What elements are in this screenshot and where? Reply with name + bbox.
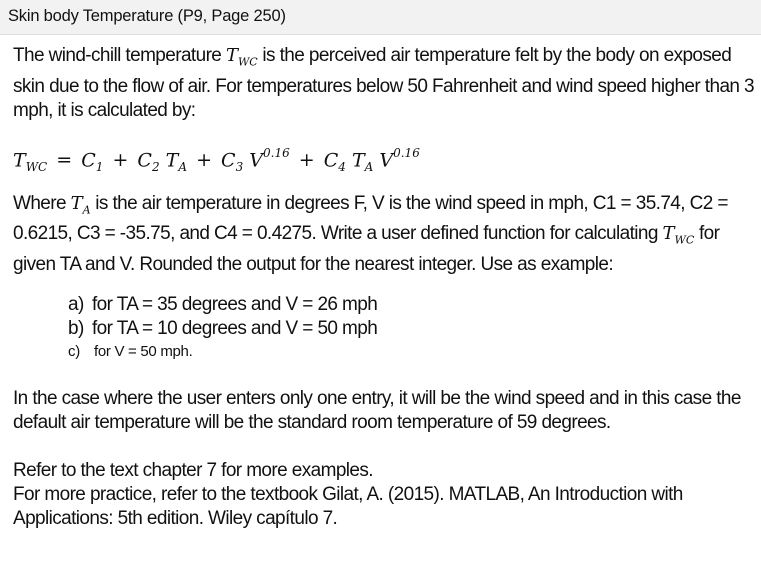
example-item-a [68, 293, 755, 317]
where-text-start: Where [13, 192, 71, 214]
example-item-b [68, 317, 755, 341]
intro-paragraph [13, 44, 755, 123]
list-marker: b) [68, 317, 84, 339]
ta-symbol: $T_A$ [70, 192, 91, 217]
reference-chapter: Refer to the text chapter 7 for more examples. [13, 459, 373, 481]
twc-symbol-inline: $T_{WC}$ [662, 223, 695, 247]
default-note-paragraph: In the case where the user enters only one entry, it will be the wind speed and in this case the default air temperature will be the standard room temperature of 59 degrees. [13, 387, 741, 433]
intro-text-start: The wind-chill temperature [13, 45, 226, 66]
twc-symbol: $T_{WC}$ [225, 45, 258, 69]
list-marker: c) [68, 342, 80, 360]
wind-chill-formula: $T_{WC} = C_1 + C_2$ $T_A + C_3$ $V^{0.16} + C_4$ $T_A$ $V^{0.16}$ [13, 145, 420, 174]
list-marker: a) [68, 293, 84, 315]
example-text: for TA = 10 degrees and V = 50 mph [92, 317, 378, 339]
problem-content [13, 44, 755, 531]
example-item-c [68, 341, 755, 363]
page-header [0, 0, 761, 35]
intro-text-end: is the perceived air temperature felt by the body on exposed skin due to the flow of air. For temperatures below 50 Fahrenheit and wind speed higher than 3 mph, it is calculated by: [13, 45, 755, 121]
where-text-middle: is the air temperature in degrees F, V is the wind speed in mph, C1 = 35.74, C2 = 0.6215, C3 = -35.75, and C4 = 0.4275. Write a user defined function for calculating [13, 192, 728, 245]
where-text-end: for given TA and V. Rounded the output for the nearest integer. Use as example: [13, 223, 720, 275]
example-text: for V = 50 mph. [94, 342, 193, 360]
example-text: for TA = 35 degrees and V = 26 mph [92, 293, 378, 315]
references-block [13, 459, 755, 531]
reference-textbook: For more practice, refer to the textbook Gilat, A. (2015). MATLAB, An Introduction with Applications: 5th edition. Wiley capítulo 7. [13, 483, 683, 529]
example-list [68, 293, 755, 363]
definitions-paragraph [13, 192, 755, 277]
page-title: Skin body Temperature (P9, Page 250) [8, 7, 286, 25]
